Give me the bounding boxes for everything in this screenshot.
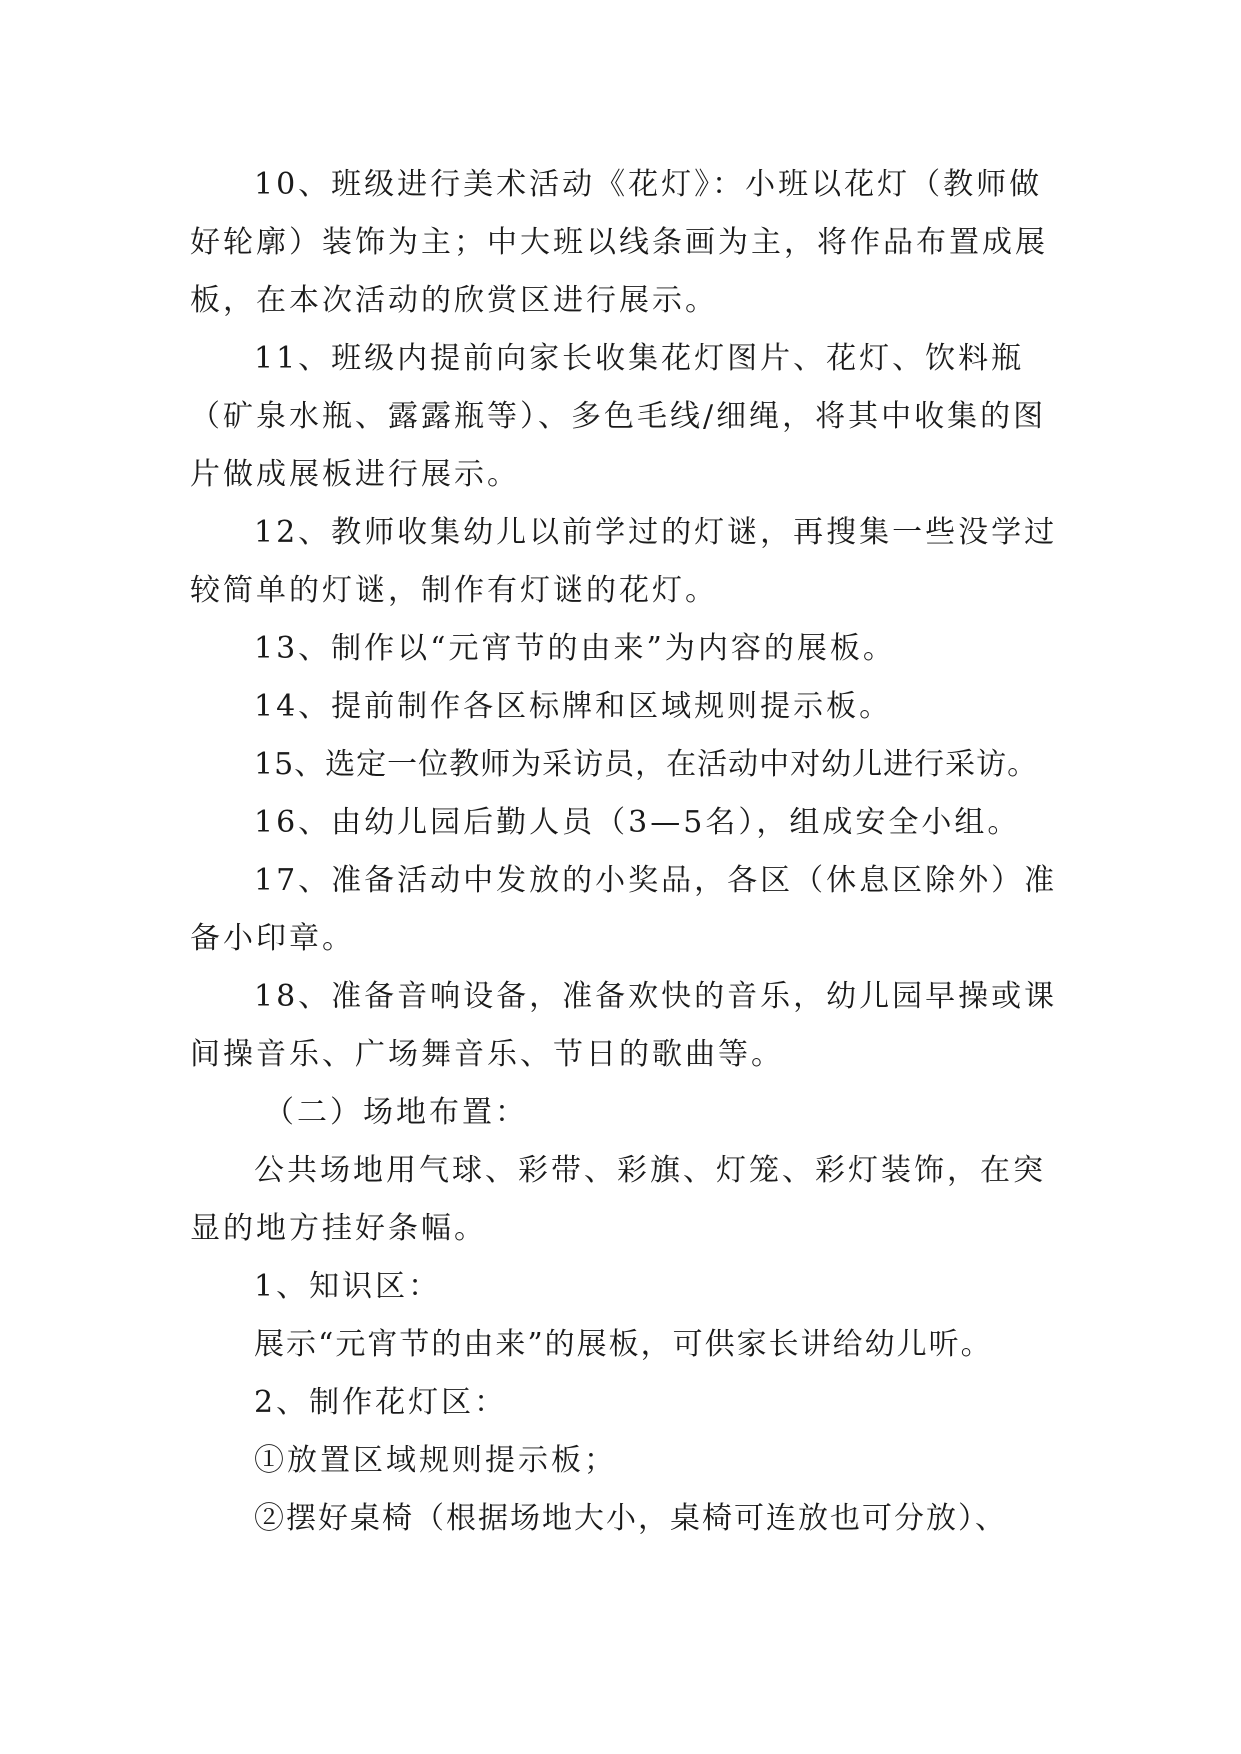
paragraph-item-12: 12、教师收集幼儿以前学过的灯谜，再搜集一些没学过较简单的灯谜，制作有灯谜的花灯。 — [190, 515, 1058, 608]
zone-lantern-item-2: ②摆好桌椅（根据场地大小，桌椅可连放也可分放）、 — [254, 1501, 1007, 1536]
paragraph-item-10: 10、班级进行美术活动《花灯》：小班以花灯（教师做好轮廓）装饰为主；中大班以线条画为主，将作品布置成展板，在本次活动的欣赏区进行展示。 — [190, 167, 1048, 318]
zone-heading-lantern-making: 2、制作花灯区： — [254, 1385, 508, 1420]
paragraph-item-17: 17、准备活动中发放的小奖品，各区（休息区除外）准备小印章。 — [190, 863, 1058, 956]
paragraph-item-14: 14、提前制作各区标牌和区域规则提示板。 — [254, 689, 893, 724]
paragraph-item-16: 16、由幼儿园后勤人员（3—5名），组成安全小组。 — [254, 805, 1021, 840]
section-heading-venue-layout: （二）场地布置： — [264, 1095, 528, 1130]
zone-knowledge-description: 展示“元宵节的由来”的展板，可供家长讲给幼儿听。 — [254, 1327, 993, 1362]
zone-lantern-item-1: ①放置区域规则提示板； — [254, 1443, 617, 1478]
paragraph-item-11: 11、班级内提前向家长收集花灯图片、花灯、饮料瓶（矿泉水瓶、露露瓶等）、多色毛线/细绳，将其中收集的图片做成展板进行展示。 — [190, 341, 1047, 492]
zone-heading-knowledge: 1、知识区： — [254, 1269, 442, 1304]
paragraph-item-13: 13、制作以“元宵节的由来”为内容的展板。 — [254, 631, 896, 666]
paragraph-public-area: 公共场地用气球、彩带、彩旗、灯笼、彩灯装饰，在突显的地方挂好条幅。 — [190, 1153, 1046, 1246]
paragraph-item-15: 15、选定一位教师为采访员，在活动中对幼儿进行采访。 — [254, 747, 1039, 782]
paragraph-item-18: 18、准备音响设备，准备欢快的音乐，幼儿园早操或课间操音乐、广场舞音乐、节日的歌曲等。 — [190, 979, 1058, 1072]
document-body — [190, 156, 1070, 1548]
